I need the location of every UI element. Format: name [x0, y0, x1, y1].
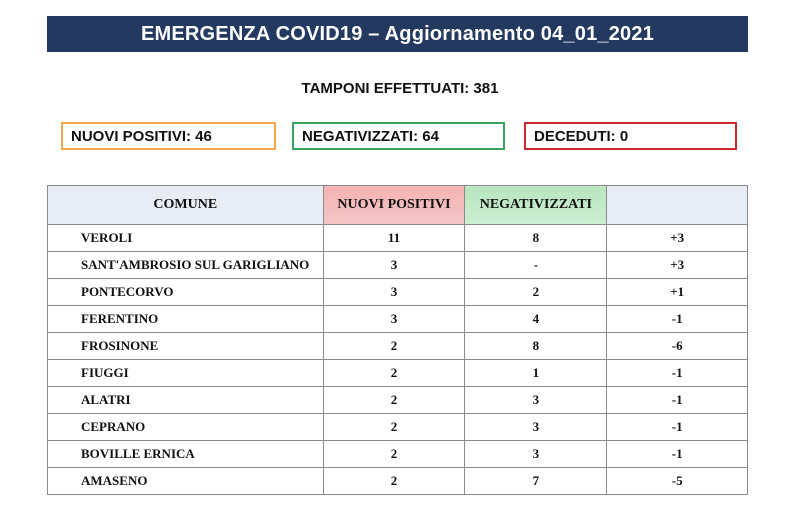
nuovi-positivi-cell: 11 — [323, 225, 465, 252]
nuovi-positivi-cell: 2 — [323, 387, 465, 414]
negativizzati-cell: 3 — [465, 441, 607, 468]
table-row — [48, 225, 748, 252]
header-variazione — [607, 186, 748, 225]
header-comune: COMUNE — [48, 186, 324, 225]
negativizzati-cell: 7 — [465, 468, 607, 495]
header-nuovi-positivi: NUOVI POSITIVI — [323, 186, 465, 225]
nuovi-positivi-label: NUOVI POSITIVI: 46 — [71, 127, 212, 145]
deceduti-label: DECEDUTI: 0 — [534, 127, 629, 145]
negativizzati-box — [292, 122, 505, 150]
variazione-cell: -1 — [607, 306, 748, 333]
negativizzati-cell: 1 — [465, 360, 607, 387]
variazione-cell: -1 — [607, 414, 748, 441]
table-row — [48, 441, 748, 468]
negativizzati-cell: 8 — [465, 333, 607, 360]
variazione-cell: -6 — [607, 333, 748, 360]
variazione-cell: +1 — [607, 279, 748, 306]
header-negativizzati: NEGATIVIZZATI — [465, 186, 607, 225]
negativizzati-cell: 3 — [465, 387, 607, 414]
comune-cell: PONTECORVO — [48, 279, 324, 306]
negativizzati-cell: 2 — [465, 279, 607, 306]
comune-cell: BOVILLE ERNICA — [48, 441, 324, 468]
page-title-banner — [47, 16, 748, 52]
negativizzati-cell: 8 — [465, 225, 607, 252]
table-row — [48, 387, 748, 414]
comune-cell: CEPRANO — [48, 414, 324, 441]
nuovi-positivi-cell: 2 — [323, 333, 465, 360]
negativizzati-cell: 3 — [465, 414, 607, 441]
comune-cell: VEROLI — [48, 225, 324, 252]
nuovi-positivi-box — [61, 122, 276, 150]
variazione-cell: -1 — [607, 387, 748, 414]
page-title: EMERGENZA COVID19 – Aggiornamento 04_01_2021 — [140, 22, 655, 45]
comune-cell: FIUGGI — [48, 360, 324, 387]
comune-cell: ALATRI — [48, 387, 324, 414]
table-row — [48, 279, 748, 306]
comuni-table — [47, 185, 748, 495]
negativizzati-cell: 4 — [465, 306, 607, 333]
nuovi-positivi-cell: 3 — [323, 279, 465, 306]
negativizzati-label: NEGATIVIZZATI: 64 — [302, 127, 439, 145]
comune-cell: FROSINONE — [48, 333, 324, 360]
table-row — [48, 333, 748, 360]
variazione-cell: -5 — [607, 468, 748, 495]
nuovi-positivi-cell: 2 — [323, 360, 465, 387]
table-row — [48, 360, 748, 387]
variazione-cell: -1 — [607, 441, 748, 468]
variazione-cell: -1 — [607, 360, 748, 387]
nuovi-positivi-cell: 3 — [323, 306, 465, 333]
comune-cell: SANT'AMBROSIO SUL GARIGLIANO — [48, 252, 324, 279]
deceduti-box — [524, 122, 737, 150]
table-row — [48, 414, 748, 441]
variazione-cell: +3 — [607, 252, 748, 279]
table-row — [48, 306, 748, 333]
nuovi-positivi-cell: 2 — [323, 468, 465, 495]
tamponi-total: TAMPONI EFFETTUATI: 381 — [301, 80, 499, 97]
table-row — [48, 468, 748, 495]
nuovi-positivi-cell: 2 — [323, 441, 465, 468]
variazione-cell: +3 — [607, 225, 748, 252]
nuovi-positivi-cell: 2 — [323, 414, 465, 441]
comune-cell: AMASENO — [48, 468, 324, 495]
negativizzati-cell: - — [465, 252, 607, 279]
table-header-row — [48, 186, 748, 225]
nuovi-positivi-cell: 3 — [323, 252, 465, 279]
comune-cell: FERENTINO — [48, 306, 324, 333]
table-row — [48, 252, 748, 279]
